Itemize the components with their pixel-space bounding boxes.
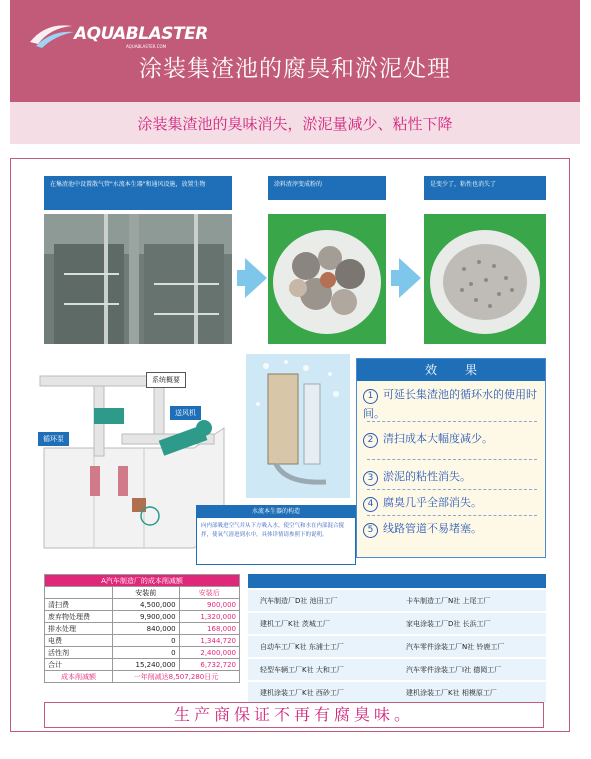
table-row: [45, 599, 240, 611]
customer-name: 汽车零件涂装工厂N社 铃鹿工厂: [406, 643, 505, 651]
list-item: [248, 590, 546, 612]
page-title: 涂装集渣池的腐臭和淤泥处理: [139, 56, 451, 82]
guarantee-banner: 生产商保证不再有腐臭味。: [44, 702, 544, 728]
cost-header-after: 安装后: [179, 587, 239, 599]
flow-arrow-1: [245, 258, 267, 298]
cost-label: 废弃物处理费: [45, 611, 113, 623]
cost-before: 9,900,000: [112, 611, 179, 623]
cost-before: 0: [112, 647, 179, 659]
effect-item-5: [363, 519, 543, 538]
list-item: [248, 659, 546, 681]
effect-item-1: [363, 385, 543, 423]
brand-logo: [26, 20, 208, 50]
cost-before: 15,240,000: [112, 659, 179, 671]
cost-label: 活性剂: [45, 647, 113, 659]
flow-arrow-body-1: [237, 270, 245, 286]
customer-name: 汽车制造厂D社 池田工厂: [260, 597, 338, 605]
customer-name: 汽车零件涂装工厂I社 德岡工厂: [406, 666, 502, 674]
photo-sludge-before: [268, 214, 386, 344]
cost-label: 电费: [45, 635, 113, 647]
customer-name: 建机涂装工厂K社 相模原工厂: [406, 689, 497, 697]
effect-text: 腐臭几乎全部消失。: [383, 496, 482, 509]
effect-divider: [367, 459, 537, 460]
customer-name: 卡车制造工厂N社 上尾工厂: [406, 597, 491, 605]
water-flow-device-illustration: [246, 354, 350, 498]
customer-name: 建机工厂K社 茨城工厂: [260, 620, 330, 628]
callout-body: 向内部吸进空气并从下方吸入水，使空气和水在内部混合搅拌，使氧气溶进到水中。具体详情请参照下的说明。: [201, 523, 345, 538]
cost-before: 4,500,000: [112, 599, 179, 611]
flow-arrow-body-2: [391, 270, 399, 286]
effect-number: 1: [363, 389, 378, 404]
list-item: [248, 636, 546, 658]
logo-subtext: AQUABLASTER.COM: [126, 44, 167, 49]
effect-item-4: [363, 493, 543, 512]
cost-label: 合计: [45, 659, 113, 671]
photo1-caption: 在集渣池中设置散气管"水流本生器"和通风设施，放置生物: [44, 176, 232, 210]
water-flow-device-callout: [196, 505, 356, 565]
effect-text: 淤泥的粘性消失。: [383, 470, 471, 483]
saving-value: 一年削减达8,507,280日元: [112, 671, 239, 683]
customer-list: [248, 574, 546, 708]
effect-text: 可延长集渣池的循环水的使用时间。: [363, 388, 537, 420]
cost-label: 清扫费: [45, 599, 113, 611]
effect-divider: [367, 421, 537, 422]
cost-after: 1,320,000: [179, 611, 239, 623]
cost-label: 排水处理: [45, 623, 113, 635]
table-row: [45, 623, 240, 635]
table-row: [45, 659, 240, 671]
cost-reduction-table: [44, 574, 240, 683]
effects-title: 效果: [357, 359, 545, 381]
table-row: [45, 611, 240, 623]
callout-title: 水流本生器的构造: [197, 506, 355, 518]
effect-number: 4: [363, 497, 378, 512]
logo-swoosh-icon: [26, 20, 76, 50]
customer-name: 轻型车辆工厂K社 大和工厂: [260, 666, 344, 674]
effect-number: 2: [363, 433, 378, 448]
cost-header-before: 安装前: [112, 587, 179, 599]
photo3-caption: 是变少了，粘性也消失了: [424, 176, 546, 200]
table-row: [45, 635, 240, 647]
cost-after: 1,344,720: [179, 635, 239, 647]
cost-header-empty: [45, 587, 113, 599]
header-banner: [10, 0, 580, 102]
cost-after: 6,732,720: [179, 659, 239, 671]
saving-label: 成本削减额: [45, 671, 113, 683]
cost-before: 0: [112, 635, 179, 647]
cost-after: 900,000: [179, 599, 239, 611]
system-overview-label: 系统概要: [146, 372, 186, 388]
effect-item-3: [363, 467, 543, 486]
effect-text: 线路管道不易堵塞。: [383, 522, 482, 535]
cost-after: 2,400,000: [179, 647, 239, 659]
customer-name: 建机涂装工厂K社 西砂工厂: [260, 689, 344, 697]
cost-before: 840,000: [112, 623, 179, 635]
table-row: [45, 647, 240, 659]
cost-table-title: A汽车制造厂的成本削减额: [45, 575, 240, 587]
customer-name: 自动车工厂K社 东浦士工厂: [260, 643, 344, 651]
effect-text: 清扫成本大幅度减少。: [383, 432, 493, 445]
logo-text: AQUABLASTER: [74, 24, 208, 44]
subtitle-band: [10, 102, 580, 144]
circulation-pump-label: 循环泵: [38, 432, 69, 446]
table-row: [45, 671, 240, 683]
blower-label: 送风机: [170, 406, 201, 420]
effect-divider: [367, 515, 537, 516]
photo2-caption: 涂料渣滓变成粉的: [268, 176, 386, 200]
customer-list-header: [248, 574, 546, 588]
list-item: [248, 682, 546, 704]
page-subtitle: 涂装集渣池的臭味消失，淤泥量减少、粘性下降: [137, 115, 453, 133]
photo-slag-tank: [44, 214, 232, 344]
effect-number: 3: [363, 471, 378, 486]
customer-name: 家电涂装工厂D社 长浜工厂: [406, 620, 491, 628]
photo-sludge-after: [424, 214, 546, 344]
flow-arrow-2: [399, 258, 421, 298]
effect-item-2: [363, 429, 543, 448]
list-item: [248, 613, 546, 635]
effect-number: 5: [363, 523, 378, 538]
effects-panel: [356, 358, 546, 558]
effect-divider: [367, 489, 537, 490]
cost-after: 168,000: [179, 623, 239, 635]
